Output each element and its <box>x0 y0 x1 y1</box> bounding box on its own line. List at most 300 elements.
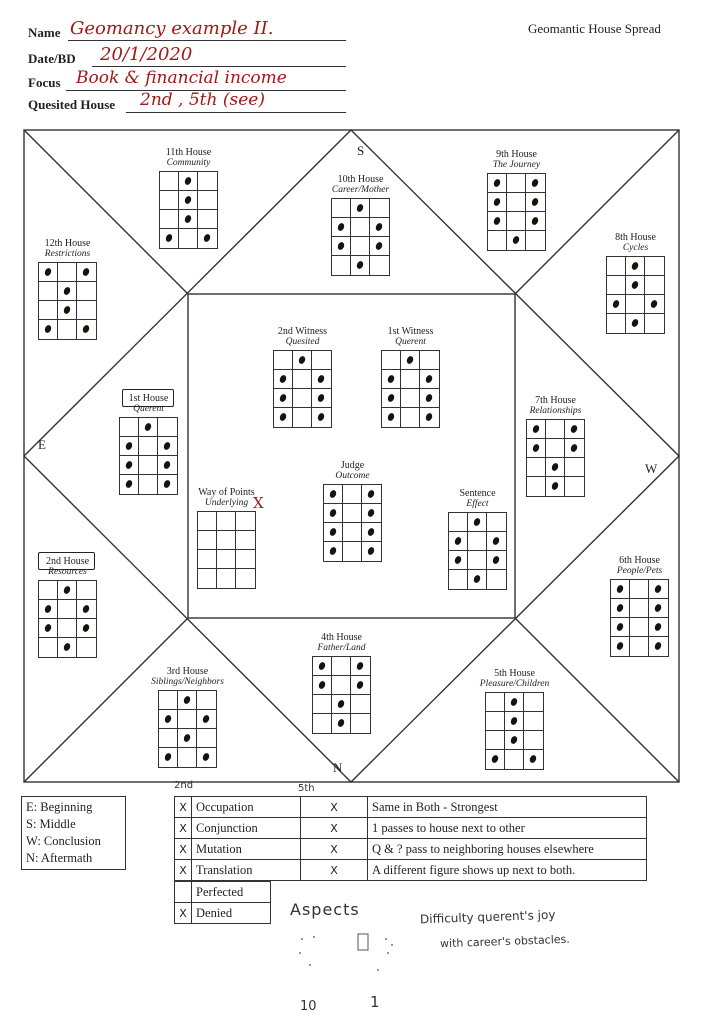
figure-cell <box>526 174 545 193</box>
house-subtitle: Father/Land <box>317 643 366 653</box>
direction-west: W <box>645 461 658 476</box>
figure-cell <box>332 218 351 237</box>
figure-cell <box>158 437 177 456</box>
figure-cell <box>312 351 331 370</box>
figure-dot <box>82 604 91 614</box>
figure-cell <box>39 638 58 657</box>
field-name-label: Name <box>28 25 61 40</box>
figure-cell <box>77 638 96 657</box>
direction-east: E <box>38 437 46 452</box>
figure-dot <box>367 527 376 537</box>
figure-dot <box>63 305 72 315</box>
figure-dot <box>163 479 172 489</box>
figure-dot <box>387 393 396 403</box>
figure-cell <box>630 637 649 656</box>
figure-cell <box>178 729 197 748</box>
figure-dot <box>82 324 91 334</box>
figure-cell <box>362 542 381 561</box>
house-name: 8th House <box>615 232 656 243</box>
figure-dot <box>329 546 338 556</box>
page-title: Geomantic House Spread <box>528 21 661 36</box>
house-name: 11th House <box>165 147 212 158</box>
house-12 <box>37 238 98 340</box>
figure-cell <box>351 695 370 714</box>
figure-cell <box>645 257 664 276</box>
outcome-label: Denied <box>192 903 271 924</box>
figure-dot <box>356 260 365 270</box>
figure-dot <box>570 424 579 434</box>
figure-cell <box>236 512 255 531</box>
figure-cell <box>139 437 158 456</box>
mark-2nd[interactable]: X <box>175 839 192 860</box>
figure-cell <box>332 714 351 733</box>
witness-2 <box>272 326 333 428</box>
figure-dot <box>616 603 625 613</box>
figure-cell <box>486 731 505 750</box>
figure-cell <box>198 229 217 248</box>
house-subtitle: Siblings/Neighbors <box>151 677 224 687</box>
figure-cell <box>370 237 389 256</box>
perfection-row <box>175 860 647 881</box>
house-name: 6th House <box>619 555 660 566</box>
figure-dot <box>531 178 540 188</box>
figure-cell <box>487 513 506 532</box>
figure-dot <box>279 393 288 403</box>
figure-cell <box>198 512 217 531</box>
field-date-label: Date/BD <box>28 51 76 66</box>
figure-dot <box>184 176 193 186</box>
figure-grid <box>323 484 382 562</box>
house-subtitle: Restrictions <box>44 249 91 259</box>
figure-grid <box>526 419 585 497</box>
house-subtitle: Outcome <box>335 471 370 481</box>
house-10 <box>330 174 391 276</box>
figure-cell <box>362 485 381 504</box>
figure-cell <box>343 485 362 504</box>
figure-dot <box>44 623 53 633</box>
house-subtitle: People/Pets <box>616 566 663 576</box>
figure-dot <box>82 267 91 277</box>
mark-2nd[interactable]: X <box>175 797 192 818</box>
figure-dot <box>616 584 625 594</box>
figure-dot <box>279 374 288 384</box>
figure-cell <box>39 320 58 339</box>
figure-cell <box>236 569 255 588</box>
house-5 <box>479 668 550 770</box>
house-subtitle: Resources <box>48 567 87 577</box>
figure-cell <box>486 750 505 769</box>
figure-cell <box>524 750 543 769</box>
figure-cell <box>468 551 487 570</box>
figure-cell <box>370 218 389 237</box>
figure-cell <box>626 276 645 295</box>
figure-cell <box>293 389 312 408</box>
figure-cell <box>332 256 351 275</box>
figure-cell <box>313 695 332 714</box>
figure-cell <box>274 408 293 427</box>
figure-dot <box>425 374 434 384</box>
figure-cell <box>77 263 96 282</box>
figure-cell <box>312 408 331 427</box>
figure-cell <box>198 550 217 569</box>
figure-cell <box>611 637 630 656</box>
figure-dot <box>531 197 540 207</box>
legend-dir-n: N: Aftermath <box>26 851 93 865</box>
house-name: 1st Witness <box>387 326 434 337</box>
figure-grid <box>485 692 544 770</box>
figure-cell <box>507 174 526 193</box>
figure-grid <box>331 198 390 276</box>
figure-dot <box>202 752 211 762</box>
perfection-row <box>175 818 647 839</box>
figure-cell <box>546 477 565 496</box>
figure-dot <box>44 267 53 277</box>
figure-cell <box>58 301 77 320</box>
perfection-rows <box>174 796 647 881</box>
figure-cell <box>486 693 505 712</box>
figure-dot <box>337 699 346 709</box>
way-of-points-mark: X <box>253 494 264 512</box>
perfection-desc: A different figure shows up next to both. <box>368 860 647 881</box>
figure-dot <box>631 318 640 328</box>
figure-cell <box>351 657 370 676</box>
figure-dot <box>510 697 519 707</box>
field-quesited-value: 2nd , 5th (see) <box>140 90 265 110</box>
figure-cell <box>487 551 506 570</box>
figure-dot <box>425 412 434 422</box>
figure-cell <box>293 370 312 389</box>
figure-dot <box>164 752 173 762</box>
figure-cell <box>160 229 179 248</box>
figure-cell <box>611 599 630 618</box>
figure-cell <box>179 229 198 248</box>
mark-5th[interactable]: X <box>301 818 368 839</box>
figure-cell <box>77 581 96 600</box>
figure-grid <box>197 511 256 589</box>
figure-grid <box>381 350 440 428</box>
figure-cell <box>351 237 370 256</box>
figure-cell <box>487 570 506 589</box>
figure-dot <box>654 603 663 613</box>
figure-dot <box>532 424 541 434</box>
figure-dot <box>532 443 541 453</box>
figure-cell <box>77 320 96 339</box>
figure-cell <box>217 569 236 588</box>
figure-cell <box>488 212 507 231</box>
figure-cell <box>524 731 543 750</box>
figure-cell <box>197 691 216 710</box>
figure-cell <box>274 389 293 408</box>
figure-dot <box>317 374 326 384</box>
col-header-2nd: 2nd <box>174 780 194 791</box>
figure-dot <box>63 585 72 595</box>
perfection-desc: 1 passes to house next to other <box>368 818 647 839</box>
figure-dot <box>551 462 560 472</box>
way-of-points <box>196 487 257 589</box>
house-subtitle: Relationships <box>529 406 582 416</box>
house-subtitle: Underlying <box>204 498 249 508</box>
house-4 <box>311 632 372 734</box>
figure-cell <box>120 456 139 475</box>
figure-dot <box>337 241 346 251</box>
figure-grid <box>487 173 546 251</box>
figure-cell <box>236 531 255 550</box>
figure-cell <box>324 504 343 523</box>
figure-cell <box>362 523 381 542</box>
mark-5th[interactable]: X <box>301 839 368 860</box>
house-subtitle: The Journey <box>492 160 541 170</box>
figure-cell <box>120 437 139 456</box>
figure-cell <box>507 193 526 212</box>
figure-cell <box>607 257 626 276</box>
figure-cell <box>236 550 255 569</box>
figure-grid <box>38 580 97 658</box>
figure-dot <box>163 441 172 451</box>
figure-cell <box>420 351 439 370</box>
figure-cell <box>159 691 178 710</box>
figure-cell <box>630 599 649 618</box>
comment-line-2: with career's obstacles. <box>439 932 570 951</box>
figure-dot <box>454 536 463 546</box>
outcome-mark[interactable] <box>175 882 192 903</box>
figure-cell <box>565 420 584 439</box>
figure-dot <box>631 280 640 290</box>
figure-cell <box>313 657 332 676</box>
house-subtitle: Effect <box>466 499 489 509</box>
figure-cell <box>524 693 543 712</box>
judge <box>322 460 383 562</box>
figure-cell <box>626 295 645 314</box>
outcome-mark[interactable]: X <box>175 903 192 924</box>
figure-cell <box>351 218 370 237</box>
figure-cell <box>332 657 351 676</box>
mark-2nd[interactable]: X <box>175 818 192 839</box>
figure-cell <box>58 320 77 339</box>
figure-cell <box>351 676 370 695</box>
figure-dot <box>493 216 502 226</box>
figure-dot <box>63 642 72 652</box>
figure-cell <box>179 172 198 191</box>
field-focus-label: Focus <box>28 75 61 90</box>
figure-cell <box>39 263 58 282</box>
figure-dot <box>510 735 519 745</box>
figure-cell <box>382 370 401 389</box>
figure-cell <box>565 458 584 477</box>
house-subtitle: Community <box>166 158 211 168</box>
figure-grid <box>273 350 332 428</box>
hand-box-2nd-house <box>38 552 95 570</box>
figure-cell <box>293 351 312 370</box>
figure-cell <box>139 456 158 475</box>
figure-cell <box>626 314 645 333</box>
figure-grid <box>606 256 665 334</box>
direction-south: S <box>357 143 365 158</box>
figure-dot <box>298 355 307 365</box>
figure-cell <box>645 314 664 333</box>
figure-cell <box>649 637 668 656</box>
figure-cell <box>382 408 401 427</box>
house-name: 3rd House <box>166 666 209 677</box>
figure-cell <box>488 174 507 193</box>
figure-grid <box>38 262 97 340</box>
figure-dot <box>356 661 365 671</box>
mark-2nd[interactable]: X <box>175 860 192 881</box>
figure-cell <box>217 550 236 569</box>
house-subtitle: Cycles <box>622 243 649 253</box>
figure-cell <box>343 542 362 561</box>
figure-cell <box>505 693 524 712</box>
house-name: Judge <box>340 460 365 471</box>
figure-cell <box>526 212 545 231</box>
figure-dot <box>367 546 376 556</box>
figure-grid <box>448 512 507 590</box>
mark-5th[interactable]: X <box>301 797 368 818</box>
figure-cell <box>324 523 343 542</box>
figure-dot <box>329 527 338 537</box>
outcome-table <box>174 881 271 924</box>
figure-dot <box>144 422 153 432</box>
field-focus-value: Book & financial income <box>76 68 287 88</box>
mark-5th[interactable]: X <box>301 860 368 881</box>
figure-cell <box>645 276 664 295</box>
number-1: 1 <box>370 993 380 1011</box>
figure-dot <box>367 489 376 499</box>
figure-cell <box>313 714 332 733</box>
figure-cell <box>39 619 58 638</box>
figure-cell <box>274 351 293 370</box>
house-subtitle: Querent <box>395 337 426 347</box>
figure-cell <box>312 370 331 389</box>
figure-dot <box>337 222 346 232</box>
hand-box-1st-house <box>122 389 174 407</box>
number-10: 10 <box>300 999 317 1014</box>
figure-cell <box>649 580 668 599</box>
directions-legend <box>21 796 126 870</box>
figure-cell <box>505 750 524 769</box>
figure-cell <box>382 389 401 408</box>
figure-cell <box>39 282 58 301</box>
figure-dot <box>367 508 376 518</box>
figure-cell <box>401 408 420 427</box>
figure-cell <box>217 531 236 550</box>
figure-dot <box>184 214 193 224</box>
aspects-sketch <box>290 925 410 985</box>
figure-cell <box>626 257 645 276</box>
figure-dot <box>473 517 482 527</box>
figure-cell <box>39 301 58 320</box>
figure-cell <box>332 199 351 218</box>
figure-cell <box>420 370 439 389</box>
figure-cell <box>370 199 389 218</box>
figure-cell <box>198 172 217 191</box>
perfection-row <box>175 839 647 860</box>
figure-cell <box>351 256 370 275</box>
house-name: 9th House <box>496 149 537 160</box>
field-name-value: Geomancy example II. <box>70 18 274 39</box>
figure-dot <box>551 481 560 491</box>
legend-dir-e: E: Beginning <box>26 800 93 814</box>
figure-cell <box>420 389 439 408</box>
figure-dot <box>356 203 365 213</box>
figure-cell <box>649 618 668 637</box>
figure-cell <box>526 193 545 212</box>
house-subtitle: Quesited <box>285 337 320 347</box>
figure-cell <box>526 231 545 250</box>
figure-cell <box>178 710 197 729</box>
perfection-desc: Q & ? pass to neighboring houses elsewhere <box>368 839 647 860</box>
figure-dot <box>203 233 212 243</box>
figure-dot <box>375 222 384 232</box>
figure-cell <box>488 231 507 250</box>
figure-dot <box>492 555 501 565</box>
figure-cell <box>607 276 626 295</box>
figure-cell <box>77 301 96 320</box>
perfection-label: Mutation <box>192 839 301 860</box>
figure-grid <box>119 417 178 495</box>
figure-cell <box>159 748 178 767</box>
figure-cell <box>139 418 158 437</box>
figure-cell <box>58 581 77 600</box>
figure-cell <box>198 191 217 210</box>
house-6 <box>609 555 670 657</box>
outcome-row <box>175 903 271 924</box>
figure-cell <box>488 193 507 212</box>
figure-dot <box>163 460 172 470</box>
figure-cell <box>179 210 198 229</box>
house-name: Way of Points <box>198 487 255 498</box>
house-name: 5th House <box>494 668 535 679</box>
figure-cell <box>401 370 420 389</box>
outcome-row <box>175 882 271 903</box>
sentence <box>447 488 508 590</box>
house-subtitle: Pleasure/Children <box>479 679 550 689</box>
house-name: 2nd Witness <box>277 326 328 337</box>
figure-dot <box>491 754 500 764</box>
figure-dot <box>183 695 192 705</box>
house-7 <box>525 395 586 497</box>
perfection-table <box>174 796 647 881</box>
figure-dot <box>125 479 134 489</box>
figure-cell <box>158 418 177 437</box>
figure-cell <box>468 532 487 551</box>
col-header-5th: 5th <box>298 783 315 794</box>
figure-cell <box>77 600 96 619</box>
figure-cell <box>159 729 178 748</box>
figure-cell <box>139 475 158 494</box>
house-name: Sentence <box>459 488 496 499</box>
house-8 <box>605 232 666 334</box>
house-1 <box>118 393 179 495</box>
house-name: 12th House <box>44 238 91 249</box>
figure-cell <box>343 504 362 523</box>
figure-cell <box>77 619 96 638</box>
house-name: 10th House <box>337 174 384 185</box>
figure-cell <box>198 531 217 550</box>
figure-dot <box>329 508 338 518</box>
figure-dot <box>125 441 134 451</box>
figure-dot <box>165 233 174 243</box>
figure-dot <box>570 443 579 453</box>
figure-cell <box>324 542 343 561</box>
figure-dot <box>387 412 396 422</box>
figure-cell <box>351 199 370 218</box>
perfection-label: Conjunction <box>192 818 301 839</box>
figure-cell <box>645 295 664 314</box>
figure-dot <box>425 393 434 403</box>
figure-dot <box>631 261 640 271</box>
house-subtitle: Querent <box>133 404 164 414</box>
figure-cell <box>217 512 236 531</box>
